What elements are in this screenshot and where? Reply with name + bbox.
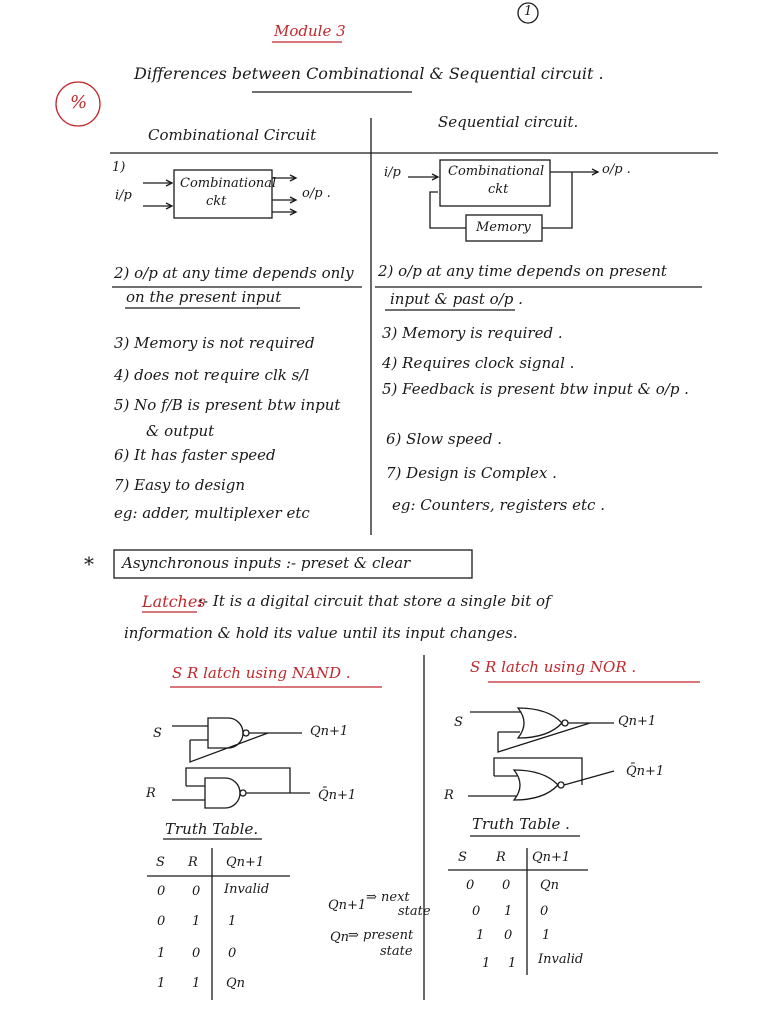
comb-point: 3) Memory is not required (114, 334, 315, 352)
sequential-title: Sequential circuit. (438, 113, 579, 131)
seq-point: eg: Counters, registers etc . (392, 496, 605, 514)
note-next-text: ⇒ next (366, 890, 410, 905)
nand-s-label: S (153, 726, 162, 741)
nor-cell: 0 (466, 878, 475, 893)
comb-ip: i/p (115, 188, 132, 203)
nand-cell: 0 (192, 946, 201, 961)
nor-s-label: S (454, 715, 463, 730)
nand-header-s: S (156, 855, 165, 870)
comb-point: 5) No f/B is present btw input (114, 396, 341, 414)
nor-cell: 1 (508, 956, 517, 971)
comb-point: 7) Easy to design (114, 476, 246, 494)
nand-cell: 1 (157, 946, 166, 961)
comb-item-no: 1) (112, 160, 126, 175)
seq-point: input & past o/p . (390, 290, 523, 308)
nor-cell: 1 (542, 928, 551, 943)
latches-def-line2: information & hold its value until its input changes. (124, 624, 518, 642)
seq-memory: Memory (476, 220, 531, 235)
comb-point: 4) does not require clk s/l (114, 366, 310, 384)
comb-block-line2: ckt (206, 194, 227, 209)
comb-point: 2) o/p at any time depends only (114, 264, 354, 282)
page-number: 1 (524, 4, 533, 19)
latches-label: Latches (142, 592, 206, 611)
module-title: Module 3 (274, 22, 346, 40)
nor-header-s: S (458, 850, 467, 865)
star-mark: * (84, 552, 94, 576)
latches-def-line1: :- It is a digital circuit that store a single bit of (198, 592, 551, 610)
nor-truth-title: Truth Table . (472, 815, 570, 833)
note-next-symbol: Qn+1 (328, 898, 367, 913)
note-next-state: state (398, 904, 431, 919)
seq-point: 6) Slow speed . (386, 430, 503, 448)
nor-cell: 0 (472, 904, 481, 919)
nor-latch-title: S R latch using NOR . (470, 658, 637, 676)
async-note: Asynchronous inputs :- preset & clear (122, 554, 411, 572)
nand-cell: Invalid (224, 882, 270, 897)
nor-header-q: Qn+1 (532, 850, 571, 865)
nor-cell: Invalid (538, 952, 584, 967)
comb-op: o/p . (302, 186, 331, 201)
nor-cell: 0 (502, 878, 511, 893)
nand-cell: 0 (157, 914, 166, 929)
nor-header-r: R (496, 850, 506, 865)
nor-cell: 0 (504, 928, 513, 943)
comb-block-line1: Combinational (180, 176, 277, 191)
nand-qbar-label: Q̄n+1 (318, 788, 357, 803)
seq-ip: i/p (384, 165, 401, 180)
nand-cell: 0 (228, 946, 237, 961)
note-present-symbol: Qn (330, 930, 350, 945)
nor-cell: 0 (540, 904, 549, 919)
nand-cell: Qn (226, 976, 246, 991)
nor-cell: Qn (540, 878, 560, 893)
note-present-state: state (380, 944, 413, 959)
nor-cell: 1 (504, 904, 513, 919)
nand-cell: 1 (228, 914, 237, 929)
seq-point: 2) o/p at any time depends on present (378, 262, 667, 280)
comb-point: & output (146, 422, 215, 440)
nor-cell: 1 (476, 928, 485, 943)
nand-cell: 0 (192, 884, 201, 899)
nand-truth-title: Truth Table. (165, 820, 259, 838)
nand-header-q: Qn+1 (226, 855, 265, 870)
comb-point: eg: adder, multiplexer etc (114, 504, 310, 522)
nand-cell: 1 (192, 914, 201, 929)
nor-r-label: R (444, 788, 454, 803)
seq-point: 7) Design is Complex . (386, 464, 557, 482)
seq-op: o/p . (602, 162, 631, 177)
seq-point: 4) Requires clock signal . (382, 354, 575, 372)
margin-mark: % (70, 92, 88, 113)
nor-qbar-label: Q̄n+1 (626, 764, 665, 779)
seq-point: 3) Memory is required . (382, 324, 563, 342)
nand-latch-title: S R latch using NAND . (172, 664, 351, 682)
nand-cell: 0 (157, 884, 166, 899)
combinational-title: Combinational Circuit (148, 126, 317, 144)
seq-block-line1: Combinational (448, 164, 545, 179)
note-present-text: ⇒ present (348, 928, 414, 943)
seq-block-line2: ckt (488, 182, 509, 197)
page-heading: Differences between Combinational & Sequential circuit . (134, 64, 604, 83)
nand-cell: 1 (192, 976, 201, 991)
comb-point: 6) It has faster speed (114, 446, 276, 464)
nand-header-r: R (188, 855, 198, 870)
comb-point: on the present input (126, 288, 282, 306)
nand-r-label: R (146, 786, 156, 801)
nor-cell: 1 (482, 956, 491, 971)
seq-point: 5) Feedback is present btw input & o/p . (382, 380, 689, 398)
nand-cell: 1 (157, 976, 166, 991)
nand-q-label: Qn+1 (310, 724, 349, 739)
nor-q-label: Qn+1 (618, 714, 657, 729)
